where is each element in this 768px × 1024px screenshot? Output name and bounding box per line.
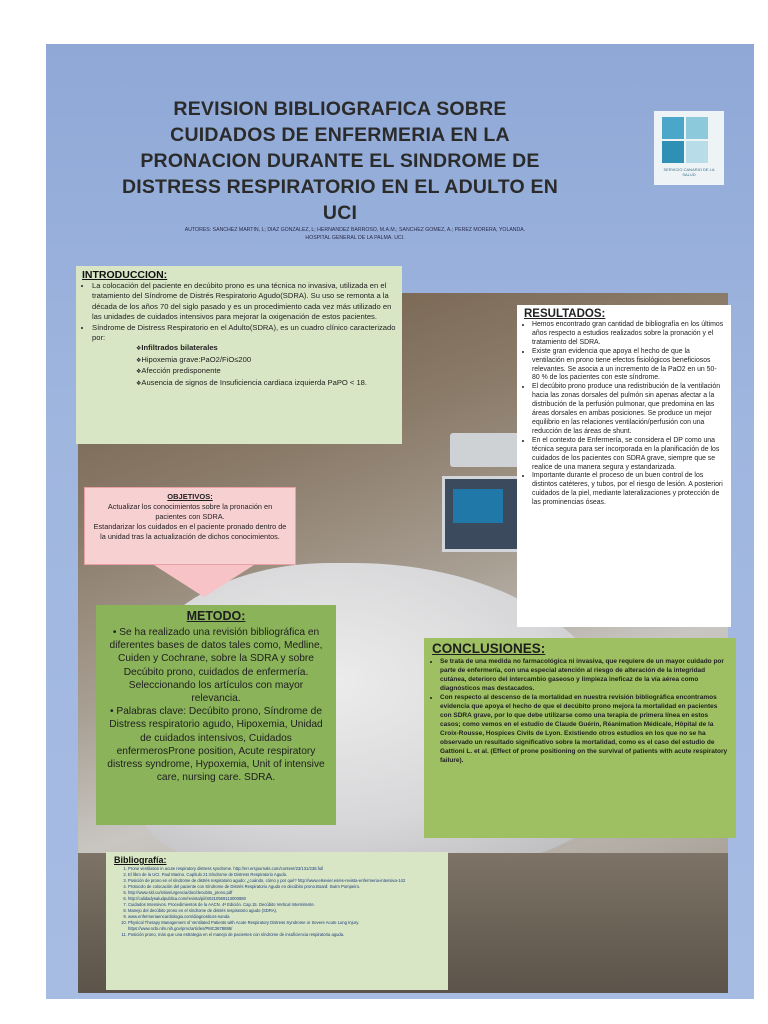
poster-title [120,96,560,226]
biblio-item: 11. Posición prono, más que una estrategia en el manejo de pacientes con síndrome de insuficiencia respiratoria aguda. [128,932,440,938]
conclusiones-item: • Se trata de una medida no farmacológica ni invasiva, que requiere de un mayor cuidado por parte de enfermería, con una especial atención al riesgo de alteración de la integridad cutánea, deterioro del intercambio gaseoso y limpieza ineficaz de la vía aérea como diagnósticos mas destacados. [440,657,728,693]
metodo-paragraph: • Palabras clave: Decúbito prono, Síndrome de Distress respiratorio agudo, Hipoxemia, Unidad de cuidados intensivos, Cuidados enfermerosProne position, Acute respiratory distress syndrome, Hypoxemia, Unit of intensive care, nursing care. SDRA. [107,706,325,784]
resultados-item: • Hemos encontrado gran cantidad de bibliografía en los últimos años respecto a estudios realizados sobre la pronación y el tratamiento del SDRA. [532,321,724,348]
criteria-item: ❖ Ausencia de signos de Insuficiencia cardiaca izquierda PaPO < 18. [136,378,396,389]
metodo-section [96,605,336,825]
authors-block [150,226,560,242]
intro-item: • Síndrome de Distress Respiratorio en el Adulto(SDRA), es un cuadro clínico caracterizado por: [92,323,396,344]
bibliografia-heading: Bibliografía: [114,855,167,865]
title-line: PRONACION DURANTE EL SINDROME DE [140,150,540,172]
title-line: CUIDADOS DE ENFERMERIA EN LA [170,124,510,146]
resultados-item: • Existe gran evidencia que apoya el hecho de que la ventilación en prono tiene efectos fisiológicos beneficiosos relevantes. Se asocia a un incremento de la PaO2 en un 50-80 % de los pacientes con este síndrome. [532,348,724,384]
biblio-item: 7. Cuidados Intensivos. Procedimientos de la AACN. 4ª Edición. Cap.15. Decúbito Vertical Intermitente. [128,902,440,908]
resultados-heading: RESULTADOS: [524,308,606,320]
criteria-item: ❖ Afección predisponente [136,366,396,377]
objetivos-line: Estandarizar los cuidados en el paciente pronado dentro de la unidad tras la actualización de dichos conocimientos. [93,522,287,541]
criteria-item: ❖ Infiltrados bilaterales [136,343,396,354]
objetivos-section [84,487,296,565]
conclusiones-item: • Con respecto al descenso de la mortalidad en nuestra revisión bibliográfica encontramos evidencia que apoya el hecho de que el decúbito prono mejora la mortalidad en pacientes con SDRA grave, por lo que debe utilizarse como una terapia de primera línea en estos casos; como vemos en el estudio de Claude Guérin, Réanimation Médicale, Hôpital de la Croix-Rousse, Hospices Civils de Lyon. Existiendo otros estudios en los que no se ha observado un resultado significativo sobre la mortalidad, como es el caso del estudio de Gattioni L. et al. (Effect of prone positioning on the survival of patients with acute respiratory failure). [440,693,728,765]
criteria-item: ❖ Hipoxemia grave:PaO2/FiO≤200 [136,355,396,366]
biblio-item: 3. Posición de prono en el síndrome de distrés respiratorio agudo: ¿cuándo, cómo y por qué? http://www.elsevier.es/es-revista-enfermeria-intensiva-142 [128,878,440,884]
conclusiones-heading: CONCLUSIONES: [432,641,546,656]
intro-item: • La colocación del paciente en decúbito prono es una técnica no invasiva, utilizada en el tratamiento del Síndrome de Distrés Respiratorio Agudo(SDRA). Su uso se remonta a la década de los años 70 del siglo pasado y es un procedimiento cada vez más utilizado en las unidades de cuidados intensivos para mejorar la oxigenación de estos pacientes. [92,281,396,323]
down-arrow [154,565,254,597]
biblio-item: 5. http://www.sld.cu/sitios/urgencia/doc/decubito_prono.pdf [128,890,440,896]
title-line: REVISION BIBLIOGRAFICA SOBRE [173,98,507,120]
infusion-monitor [442,476,528,552]
resultados-item: • Importante durante el proceso de un buen control de los distintos catéteres, y tubos, por el riesgo de lesión. A posteriori cuidados de la piel, mediante lateralizaciones y protección de las prominencias óseas. [532,472,724,508]
objetivos-line: Actualizar los conocimientos sobre la pronación en pacientes con SDRA. [107,502,273,521]
resultados-item: • El decúbito prono produce una redistribución de la ventilación hacia las zonas dorsales del pulmón sin apenas afectar a la distribución de la perfusión pulmonar, que predomina en las áreas dorsales en ambas posiciones. Se produce un mejor equilibrio en las relaciones ventilación/perfusión con una reducción de las áreas de shunt. [532,383,724,436]
hospital-line: HOSPITAL GENERAL DE LA PALMA. UCI. [305,235,405,241]
title-line: DISTRESS RESPIRATORIO EN EL ADULTO EN [121,176,559,198]
conclusiones-section [424,638,736,838]
introduccion-section [76,266,402,444]
health-service-logo [654,111,724,185]
biblio-item: 9. www.enfermeriaencardiologia.com/diagnosticos-nanda [128,914,440,920]
title-line: UCI [322,202,358,224]
resultados-item: • En el contexto de Enfermería, se considera el DP como una técnica segura para ser incorporada en la planificación de los cuidados de los pacientes con SDRA grave, siempre que se realice de una manera segura y estandarizada. [532,437,724,473]
metodo-paragraph: • Se ha realizado una revisión bibliográfica en diferentes bases de datos tales como, Medline, Cuiden y Cochrane, sobre la SDRA y sobre Decúbito prono, cuidados de enfermería. Seleccionando los artículos con mayor relevancia. [109,627,323,705]
logo-text: SERVICIO CANARIO DE LA SALUD [663,167,715,177]
authors-line: AUTORES: SANCHEZ MARTIN, L; DIAZ GONZALEZ, L; HERNANDEZ BARROSO, M.A.M.; SANCHEZ GOMEZ, A.; PEREZ MORERA, YOLANDA. [184,227,526,233]
resultados-section [517,305,731,627]
introduccion-heading: INTRODUCCION: [82,269,168,281]
biblio-item: 6. http://calidadysaludpublica.com/revista/pii/S0210569113000880 [128,896,440,902]
biblio-item: 10. Physical Therapy Management of Ventilated Patients with Acute Respiratory Distress Syndrome or Severe Acute Lung Injury. https://www.ncbi.nlm.nih.gov/pmc/articles/PMC3678886/ [128,920,440,932]
objetivos-heading: OBJETIVOS: [167,492,213,501]
biblio-item: 2. El libro de la UCI. Paul Marino. Capítulo 21:Síndrome de Distress Respiratorio Agudo. [128,872,440,878]
metodo-heading: METODO: [186,609,246,623]
bibliografia-section [106,852,448,990]
biblio-item: 8. Manejo del decúbito prono en el síndrome de distrés respiratorio agudo (SDRA). [128,908,440,914]
biblio-item: 1. Prone ventilation in acute respiratory distress syndrome. http://err.ersjournals.com/content/23/131/238.full [128,866,440,872]
biblio-item: 4. Protocolo de colocación del paciente con Síndrome de Distrés Respiratorio Agudo en decúbito prono.Board: Swim Pompeiro. [128,884,440,890]
